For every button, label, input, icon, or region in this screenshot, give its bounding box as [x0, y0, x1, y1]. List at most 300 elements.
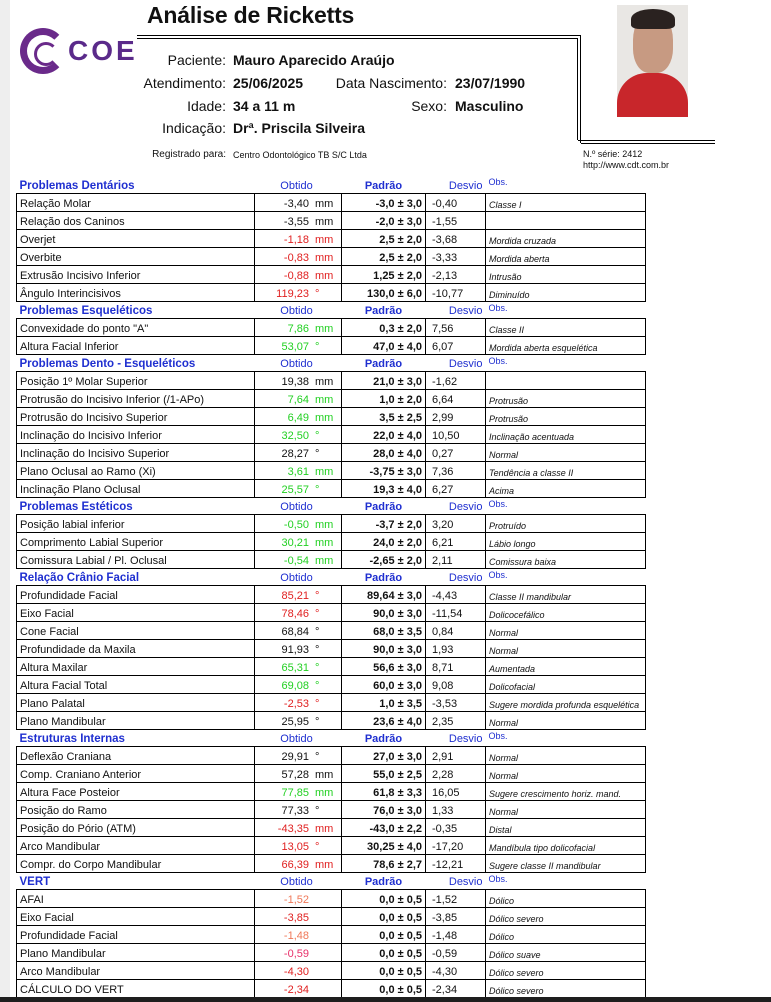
obtido-value: -0,50: [283, 518, 309, 531]
obtido-value: -3,55: [283, 215, 309, 228]
obs-header: Obs.: [488, 355, 508, 366]
desvio-value: -3,53: [426, 693, 486, 711]
padrao-value: 19,3 ± 4,0: [342, 479, 426, 497]
padrao-value: 0,3 ± 2,0: [342, 318, 426, 336]
table-row: [17, 711, 646, 729]
padrao-value: 55,0 ± 2,5: [342, 764, 426, 782]
obtido-value: -2,34: [283, 983, 309, 996]
desvio-value: -1,62: [426, 371, 486, 389]
indicacao-label: Indicação:: [162, 120, 226, 136]
obs-header: Obs.: [488, 873, 508, 884]
padrao-value: 3,5 ± 2,5: [342, 407, 426, 425]
padrao-value: -3,75 ± 3,0: [342, 461, 426, 479]
desvio-value: 9,08: [426, 675, 486, 693]
registrado-label: Registrado para:: [152, 149, 226, 160]
desvio-value: 0,27: [426, 443, 486, 461]
section-header: [17, 872, 646, 889]
obtido-value: 7,64: [287, 393, 309, 406]
obtido-value: 85,21: [281, 589, 309, 602]
obtido-cell: [255, 979, 342, 997]
obtido-value: 25,95: [281, 715, 309, 728]
padrao-value: 0,0 ± 0,5: [342, 907, 426, 925]
table-row: [17, 764, 646, 782]
padrao-value: 30,25 ± 4,0: [342, 836, 426, 854]
obs-value: Dólico severo: [486, 907, 646, 925]
obtido-value: 78,46: [281, 607, 309, 620]
unit-label: °: [315, 804, 320, 817]
obs-value: Mordida aberta: [486, 247, 646, 265]
desvio-header: Desvio: [448, 357, 483, 370]
obs-value: Protruído: [486, 514, 646, 532]
obtido-value: -1,18: [283, 233, 309, 246]
obtido-cell: [255, 532, 342, 550]
measure-name: Profundidade Facial: [17, 925, 255, 943]
table-row: [17, 639, 646, 657]
obtido-value: -0,83: [283, 251, 309, 264]
unit-label: °: [315, 589, 320, 602]
obtido-cell: [255, 265, 342, 283]
obtido-value: 28,27: [281, 447, 309, 460]
unit-label: °: [315, 287, 320, 300]
table-row: [17, 675, 646, 693]
obtido-cell: [255, 746, 342, 764]
obs-value: Sugere mordida profunda esquelética: [486, 693, 646, 711]
obtido-value: 32,50: [281, 429, 309, 442]
padrao-value: 21,0 ± 3,0: [342, 371, 426, 389]
desvio-value: -0,40: [426, 193, 486, 211]
unit-label: °: [315, 483, 320, 496]
obtido-header: Obtido: [280, 571, 313, 584]
obs-value: Dólico: [486, 925, 646, 943]
unit-label: mm: [315, 786, 334, 799]
obtido-cell: [255, 389, 342, 407]
unit-label: mm: [315, 269, 334, 282]
measure-name: Relação Molar: [17, 193, 255, 211]
table-row: [17, 818, 646, 836]
unit-label: °: [315, 750, 320, 763]
obs-value: Dolicofacial: [486, 675, 646, 693]
padrao-value: 76,0 ± 3,0: [342, 800, 426, 818]
obtido-cell: [255, 514, 342, 532]
padrao-value: 89,64 ± 3,0: [342, 585, 426, 603]
obtido-value: -0,59: [283, 947, 309, 960]
header-frame-bottom: [578, 140, 715, 141]
desvio-value: 2,35: [426, 711, 486, 729]
obtido-header: Obtido: [280, 179, 313, 192]
table-row: [17, 443, 646, 461]
obs-value: Normal: [486, 621, 646, 639]
padrao-value: 1,0 ± 2,0: [342, 389, 426, 407]
desvio-value: 2,91: [426, 746, 486, 764]
obtido-cell: [255, 907, 342, 925]
ricketts-table: [16, 176, 646, 998]
obtido-cell: [255, 693, 342, 711]
logo-text: COE: [68, 35, 138, 66]
website-link[interactable]: http://www.cdt.com.br: [583, 160, 670, 170]
section-title: Problemas Dento - Esqueléticos: [19, 357, 196, 370]
measure-name: Posição do Pório (ATM): [17, 818, 255, 836]
obs-value: Normal: [486, 746, 646, 764]
padrao-value: 60,0 ± 3,0: [342, 675, 426, 693]
obs-header: Obs.: [488, 569, 508, 580]
measure-name: Overbite: [17, 247, 255, 265]
padrao-header: Padrão: [364, 500, 403, 513]
desvio-value: -12,21: [426, 854, 486, 872]
obtido-value: -43,35: [277, 822, 309, 835]
desvio-header: Desvio: [448, 179, 483, 192]
serie-info: [583, 149, 669, 171]
measure-name: Profundidade Facial: [17, 585, 255, 603]
obtido-value: -3,40: [283, 197, 309, 210]
table-row: [17, 943, 646, 961]
section-header: [17, 568, 646, 585]
padrao-value: -2,0 ± 3,0: [342, 211, 426, 229]
desvio-value: -3,85: [426, 907, 486, 925]
obtido-cell: [255, 889, 342, 907]
obtido-cell: [255, 283, 342, 301]
desvio-header: Desvio: [448, 732, 483, 745]
obtido-cell: [255, 657, 342, 675]
obs-value: Mordida cruzada: [486, 229, 646, 247]
padrao-value: 47,0 ± 4,0: [342, 336, 426, 354]
unit-label: °: [315, 429, 320, 442]
padrao-value: 130,0 ± 6,0: [342, 283, 426, 301]
padrao-header: Padrão: [364, 571, 403, 584]
desvio-value: -1,55: [426, 211, 486, 229]
desvio-value: -11,54: [426, 603, 486, 621]
obtido-cell: [255, 479, 342, 497]
table-row: [17, 889, 646, 907]
obs-header: Obs.: [488, 302, 508, 313]
padrao-value: 24,0 ± 2,0: [342, 532, 426, 550]
obtido-cell: [255, 836, 342, 854]
obtido-value: 6,49: [287, 411, 309, 424]
obtido-cell: [255, 407, 342, 425]
padrao-header: Padrão: [364, 875, 403, 888]
measure-name: Plano Mandibular: [17, 711, 255, 729]
desvio-value: 10,50: [426, 425, 486, 443]
obtido-value: 68,84: [281, 625, 309, 638]
obs-header: Obs.: [488, 177, 508, 187]
obtido-value: 3,61: [287, 465, 309, 478]
padrao-value: 56,6 ± 3,0: [342, 657, 426, 675]
padrao-value: -2,65 ± 2,0: [342, 550, 426, 568]
measure-name: Protrusão do Incisivo Inferior (/1-APo): [17, 389, 255, 407]
table-row: [17, 836, 646, 854]
padrao-value: -43,0 ± 2,2: [342, 818, 426, 836]
desvio-value: -4,30: [426, 961, 486, 979]
table-row: [17, 211, 646, 229]
table-row: [17, 925, 646, 943]
obs-value: Lábio longo: [486, 532, 646, 550]
section-header: [17, 497, 646, 514]
obtido-value: 77,33: [281, 804, 309, 817]
desvio-header: Desvio: [448, 571, 483, 584]
obtido-cell: [255, 247, 342, 265]
padrao-value: -3,0 ± 3,0: [342, 193, 426, 211]
unit-label: mm: [315, 411, 334, 424]
padrao-header: Padrão: [364, 732, 403, 745]
nascimento-value: 23/07/1990: [455, 75, 526, 91]
desvio-value: 8,71: [426, 657, 486, 675]
table-row: [17, 782, 646, 800]
unit-label: mm: [315, 536, 334, 549]
unit-label: °: [315, 643, 320, 656]
obs-value: Protrusão: [486, 389, 646, 407]
desvio-value: 1,93: [426, 639, 486, 657]
measure-name: Inclinação do Incisivo Inferior: [17, 425, 255, 443]
padrao-value: 0,0 ± 0,5: [342, 961, 426, 979]
obtido-header: Obtido: [280, 304, 313, 317]
obtido-cell: [255, 550, 342, 568]
measure-name: CÁLCULO DO VERT: [17, 979, 255, 997]
obs-value: Sugere crescimento horiz. mand.: [486, 782, 646, 800]
patient-photo: [617, 5, 688, 117]
unit-label: mm: [315, 251, 334, 264]
padrao-value: 28,0 ± 4,0: [342, 443, 426, 461]
obtido-header: Obtido: [280, 875, 313, 888]
measure-name: Posição 1º Molar Superior: [17, 371, 255, 389]
desvio-value: -10,77: [426, 283, 486, 301]
measure-name: Overjet: [17, 229, 255, 247]
obtido-cell: [255, 443, 342, 461]
obtido-value: -0,54: [283, 554, 309, 567]
table-row: [17, 193, 646, 211]
table-row: [17, 407, 646, 425]
table-row: [17, 979, 646, 997]
obtido-cell: [255, 854, 342, 872]
obs-value: [486, 211, 646, 229]
padrao-value: 0,0 ± 0,5: [342, 943, 426, 961]
obs-value: Diminuído: [486, 283, 646, 301]
desvio-value: -1,52: [426, 889, 486, 907]
obtido-cell: [255, 764, 342, 782]
obtido-value: 77,85: [281, 786, 309, 799]
obs-value: Classe II: [486, 318, 646, 336]
measure-name: Comp. Craniano Anterior: [17, 764, 255, 782]
padrao-value: 2,5 ± 2,0: [342, 229, 426, 247]
desvio-value: 6,27: [426, 479, 486, 497]
obtido-value: -4,30: [283, 965, 309, 978]
indicacao-value: Drª. Priscila Silveira: [233, 120, 366, 136]
section-title: Relação Crânio Facial: [19, 571, 140, 584]
paciente-label: Paciente:: [167, 52, 226, 68]
measure-name: Altura Maxilar: [17, 657, 255, 675]
obtido-cell: [255, 800, 342, 818]
obs-value: Aumentada: [486, 657, 646, 675]
obtido-cell: [255, 603, 342, 621]
obtido-header: Obtido: [280, 732, 313, 745]
measure-name: Inclinação Plano Oclusal: [17, 479, 255, 497]
desvio-value: -2,13: [426, 265, 486, 283]
table-row: [17, 425, 646, 443]
desvio-header: Desvio: [448, 500, 483, 513]
desvio-value: -4,43: [426, 585, 486, 603]
padrao-value: 90,0 ± 3,0: [342, 639, 426, 657]
measure-name: Posição do Ramo: [17, 800, 255, 818]
padrao-value: 27,0 ± 3,0: [342, 746, 426, 764]
sexo-value: Masculino: [455, 98, 524, 114]
taskbar: [0, 997, 771, 1002]
measure-name: Altura Face Posteior: [17, 782, 255, 800]
padrao-value: 2,5 ± 2,0: [342, 247, 426, 265]
desvio-value: -3,68: [426, 229, 486, 247]
obtido-cell: [255, 943, 342, 961]
padrao-header: Padrão: [364, 179, 403, 192]
section-title: Problemas Esqueléticos: [19, 304, 153, 317]
padrao-value: 0,0 ± 0,5: [342, 979, 426, 997]
section-title: VERT: [19, 875, 51, 888]
obtido-header: Obtido: [280, 500, 313, 513]
obtido-header: Obtido: [280, 357, 313, 370]
padrao-value: 1,25 ± 2,0: [342, 265, 426, 283]
measure-name: Posição labial inferior: [17, 514, 255, 532]
coe-logo: [20, 28, 138, 74]
obtido-value: -1,48: [283, 929, 309, 942]
obs-value: Protrusão: [486, 407, 646, 425]
unit-label: mm: [315, 322, 334, 335]
measure-name: Compr. do Corpo Mandibular: [17, 854, 255, 872]
table-row: [17, 247, 646, 265]
desvio-value: -0,35: [426, 818, 486, 836]
obtido-cell: [255, 371, 342, 389]
measure-name: Eixo Facial: [17, 603, 255, 621]
obs-value: Sugere classe II mandibular: [486, 854, 646, 872]
table-row: [17, 336, 646, 354]
measure-name: Altura Facial Total: [17, 675, 255, 693]
obtido-cell: [255, 711, 342, 729]
registrado-value: Centro Odontológico TB S/C Ltda: [233, 150, 367, 160]
measure-name: Profundidade da Maxila: [17, 639, 255, 657]
padrao-value: 78,6 ± 2,7: [342, 854, 426, 872]
measure-name: Protrusão do Incisivo Superior: [17, 407, 255, 425]
table-row: [17, 229, 646, 247]
table-row: [17, 693, 646, 711]
unit-label: mm: [315, 197, 334, 210]
measure-name: Cone Facial: [17, 621, 255, 639]
obtido-cell: [255, 193, 342, 211]
nascimento-label: Data Nascimento:: [335, 75, 447, 91]
measure-name: Comissura Labial / Pl. Oclusal: [17, 550, 255, 568]
window-edge: [0, 0, 10, 1002]
obtido-value: 30,21: [281, 536, 309, 549]
obtido-value: -0,88: [283, 269, 309, 282]
obtido-value: 91,93: [281, 643, 309, 656]
obs-value: Dólico severo: [486, 961, 646, 979]
serie-number: N.º série: 2412: [583, 149, 643, 159]
padrao-header: Padrão: [364, 304, 403, 317]
table-row: [17, 371, 646, 389]
unit-label: mm: [315, 393, 334, 406]
measure-name: Comprimento Labial Superior: [17, 532, 255, 550]
table-row: [17, 961, 646, 979]
obtido-value: -1,52: [283, 893, 309, 906]
obs-value: Dólico suave: [486, 943, 646, 961]
obs-value: Mandíbula tipo dolicofacial: [486, 836, 646, 854]
obtido-cell: [255, 925, 342, 943]
measure-name: Arco Mandibular: [17, 961, 255, 979]
obtido-cell: [255, 229, 342, 247]
obtido-value: 19,38: [281, 375, 309, 388]
obtido-cell: [255, 639, 342, 657]
atendimento-label: Atendimento:: [143, 75, 226, 91]
atendimento-value: 25/06/2025: [233, 75, 304, 91]
padrao-header: Padrão: [364, 357, 403, 370]
obtido-value: 66,39: [281, 858, 309, 871]
section-header: [17, 729, 646, 746]
table-row: [17, 265, 646, 283]
measure-name: Extrusão Incisivo Inferior: [17, 265, 255, 283]
measure-name: Altura Facial Inferior: [17, 336, 255, 354]
obs-value: Tendência a classe II: [486, 461, 646, 479]
obtido-cell: [255, 621, 342, 639]
obs-value: Acima: [486, 479, 646, 497]
sexo-label: Sexo:: [411, 98, 447, 114]
unit-label: °: [315, 625, 320, 638]
obtido-cell: [255, 585, 342, 603]
section-header: [17, 301, 646, 318]
table-row: [17, 479, 646, 497]
idade-label: Idade:: [187, 98, 226, 114]
padrao-value: 61,8 ± 3,3: [342, 782, 426, 800]
measure-name: AFAI: [17, 889, 255, 907]
obs-value: Dólico severo: [486, 979, 646, 997]
obtido-value: 53,07: [281, 340, 309, 353]
table-row: [17, 621, 646, 639]
paciente-value: Mauro Aparecido Araújo: [233, 52, 395, 68]
desvio-value: 6,21: [426, 532, 486, 550]
unit-label: mm: [315, 375, 334, 388]
table-row: [17, 854, 646, 872]
desvio-value: 2,28: [426, 764, 486, 782]
obs-value: Inclinação acentuada: [486, 425, 646, 443]
obtido-cell: [255, 675, 342, 693]
desvio-value: -17,20: [426, 836, 486, 854]
table-row: [17, 657, 646, 675]
obs-value: Normal: [486, 443, 646, 461]
table-row: [17, 800, 646, 818]
logo-ring-icon: [20, 28, 66, 74]
obs-value: Classe I: [486, 193, 646, 211]
table-row: [17, 585, 646, 603]
obtido-value: 69,08: [281, 679, 309, 692]
section-title: Problemas Dentários: [19, 179, 135, 192]
obtido-value: 57,28: [281, 768, 309, 781]
obs-value: Dolicocefálico: [486, 603, 646, 621]
obtido-value: 29,91: [281, 750, 309, 763]
measure-name: Eixo Facial: [17, 907, 255, 925]
obtido-cell: [255, 818, 342, 836]
section-title: Problemas Estéticos: [19, 500, 133, 513]
desvio-header: Desvio: [448, 304, 483, 317]
unit-label: mm: [315, 233, 334, 246]
obtido-value: 7,86: [287, 322, 309, 335]
obtido-value: -3,85: [283, 911, 309, 924]
obtido-cell: [255, 425, 342, 443]
idade-value: 34 a 11 m: [233, 98, 296, 114]
table-row: [17, 318, 646, 336]
unit-label: °: [315, 447, 320, 460]
header-frame-bottom-inner: [581, 143, 715, 144]
report-title: Análise de Ricketts: [147, 2, 355, 28]
obs-value: [486, 371, 646, 389]
desvio-value: -1,48: [426, 925, 486, 943]
padrao-value: 0,0 ± 0,5: [342, 889, 426, 907]
padrao-value: 90,0 ± 3,0: [342, 603, 426, 621]
obs-value: Mordida aberta esquelética: [486, 336, 646, 354]
unit-label: °: [315, 607, 320, 620]
obs-value: Intrusão: [486, 265, 646, 283]
